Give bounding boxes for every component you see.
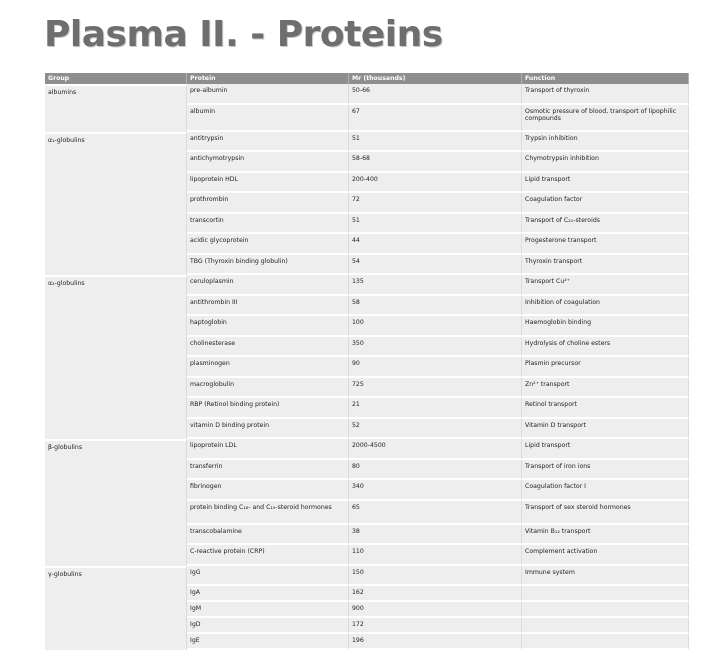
cell-function: Coagulation factor	[522, 193, 689, 214]
cell-protein: transferrin	[187, 460, 349, 481]
cell-function: Osmotic pressure of blood, transport of lipophilic compounds	[522, 105, 689, 132]
cell-protein: IgD	[187, 618, 349, 634]
cell-function: Plasmin precursor	[522, 357, 689, 378]
cell-group: β-globulins	[45, 439, 187, 460]
cell-function: Retinol transport	[522, 398, 689, 419]
cell-function	[522, 634, 689, 650]
table-row	[45, 460, 689, 481]
cell-mr: 162	[349, 586, 522, 602]
cell-group	[45, 525, 187, 546]
table-row	[45, 105, 689, 132]
cell-group	[45, 255, 187, 276]
table-header-row	[45, 73, 689, 84]
table-row	[45, 398, 689, 419]
cell-group	[45, 378, 187, 399]
cell-group	[45, 618, 187, 634]
cell-group: albumins	[45, 84, 187, 105]
cell-protein: plasminogen	[187, 357, 349, 378]
cell-function: Transport of iron ions	[522, 460, 689, 481]
cell-protein: macroglobulin	[187, 378, 349, 399]
cell-function: Progesterone transport	[522, 234, 689, 255]
table-row	[45, 214, 689, 235]
cell-protein: fibrinogen	[187, 480, 349, 501]
cell-mr: 725	[349, 378, 522, 399]
table-row	[45, 439, 689, 460]
cell-protein: ceruloplasmin	[187, 275, 349, 296]
table-row	[45, 357, 689, 378]
cell-group	[45, 419, 187, 440]
cell-mr: 200-400	[349, 173, 522, 194]
cell-protein: cholinesterase	[187, 337, 349, 358]
cell-group	[45, 316, 187, 337]
table-row	[45, 525, 689, 546]
cell-function: Transport of thyroxin	[522, 84, 689, 105]
cell-mr: 67	[349, 105, 522, 132]
table-row	[45, 501, 689, 525]
cell-function: Chymotrypsin inhibition	[522, 152, 689, 173]
cell-protein: IgE	[187, 634, 349, 650]
cell-function: Vitamin B₁₂ transport	[522, 525, 689, 546]
cell-group	[45, 337, 187, 358]
header-mr: Mr (thousands)	[349, 73, 522, 84]
cell-group: γ-globulins	[45, 566, 187, 587]
cell-group	[45, 152, 187, 173]
cell-group	[45, 234, 187, 255]
cell-mr: 90	[349, 357, 522, 378]
table-row	[45, 173, 689, 194]
table-row	[45, 586, 689, 602]
table-row	[45, 618, 689, 634]
table-row	[45, 193, 689, 214]
cell-mr: 65	[349, 501, 522, 525]
cell-group	[45, 501, 187, 525]
cell-group	[45, 460, 187, 481]
table-row	[45, 634, 689, 650]
table-row	[45, 566, 689, 587]
cell-group	[45, 398, 187, 419]
cell-mr: 38	[349, 525, 522, 546]
table-row	[45, 378, 689, 399]
cell-function: Hydrolysis of choline esters	[522, 337, 689, 358]
table-row	[45, 234, 689, 255]
cell-mr: 58	[349, 296, 522, 317]
table-row	[45, 419, 689, 440]
cell-protein: antitrypsin	[187, 132, 349, 153]
cell-function: Complement activation	[522, 545, 689, 566]
table-row	[45, 255, 689, 276]
cell-mr: 44	[349, 234, 522, 255]
cell-protein: transcobalamine	[187, 525, 349, 546]
cell-protein: TBG (Thyroxin binding globulin)	[187, 255, 349, 276]
cell-function	[522, 618, 689, 634]
cell-mr: 172	[349, 618, 522, 634]
cell-function	[522, 586, 689, 602]
cell-function: Trypsin inhibition	[522, 132, 689, 153]
cell-function: Coagulation factor I	[522, 480, 689, 501]
table-row	[45, 545, 689, 566]
cell-group	[45, 214, 187, 235]
cell-protein: C-reactive protein (CRP)	[187, 545, 349, 566]
cell-mr: 100	[349, 316, 522, 337]
cell-protein: protein binding C₁₈- and C₁₉-steroid hormones	[187, 501, 349, 525]
cell-protein: lipoprotein LDL	[187, 439, 349, 460]
cell-mr: 900	[349, 602, 522, 618]
cell-mr: 110	[349, 545, 522, 566]
cell-protein: IgA	[187, 586, 349, 602]
cell-protein: antichymotrypsin	[187, 152, 349, 173]
cell-mr: 54	[349, 255, 522, 276]
cell-mr: 51	[349, 214, 522, 235]
cell-mr: 52	[349, 419, 522, 440]
cell-protein: IgM	[187, 602, 349, 618]
cell-protein: acidic glycoprotein	[187, 234, 349, 255]
cell-group	[45, 545, 187, 566]
cell-mr: 51	[349, 132, 522, 153]
cell-protein: vitamin D binding protein	[187, 419, 349, 440]
cell-mr: 350	[349, 337, 522, 358]
cell-function: Transport of C₂₁-steroids	[522, 214, 689, 235]
cell-group	[45, 634, 187, 650]
table-row	[45, 84, 689, 105]
cell-group	[45, 193, 187, 214]
cell-group	[45, 357, 187, 378]
cell-protein: lipoprotein HDL	[187, 173, 349, 194]
cell-group: α₂-globulins	[45, 275, 187, 296]
header-group: Group	[45, 73, 187, 84]
table-body	[45, 84, 689, 650]
slide-title: Plasma II. - Proteins	[44, 14, 443, 55]
header-function: Function	[522, 73, 689, 84]
cell-protein: IgG	[187, 566, 349, 587]
table-row	[45, 602, 689, 618]
table-row	[45, 152, 689, 173]
cell-protein: transcortin	[187, 214, 349, 235]
cell-protein: RBP (Retinol binding protein)	[187, 398, 349, 419]
cell-function: Lipid transport	[522, 439, 689, 460]
cell-mr: 340	[349, 480, 522, 501]
cell-group	[45, 296, 187, 317]
cell-mr: 80	[349, 460, 522, 481]
cell-group	[45, 105, 187, 132]
table-row	[45, 296, 689, 317]
cell-function: Immune system	[522, 566, 689, 587]
cell-protein: antithrombin III	[187, 296, 349, 317]
cell-group: α₁-globulins	[45, 132, 187, 153]
cell-protein: pre-albumin	[187, 84, 349, 105]
cell-group	[45, 173, 187, 194]
table-row	[45, 480, 689, 501]
table-row	[45, 275, 689, 296]
cell-mr: 150	[349, 566, 522, 587]
cell-protein: haptoglobin	[187, 316, 349, 337]
cell-mr: 58-68	[349, 152, 522, 173]
cell-mr: 135	[349, 275, 522, 296]
cell-mr: 72	[349, 193, 522, 214]
cell-group	[45, 586, 187, 602]
cell-function: Zn²⁺ transport	[522, 378, 689, 399]
table-row	[45, 316, 689, 337]
cell-function: Haemoglobin binding	[522, 316, 689, 337]
table-row	[45, 132, 689, 153]
cell-function: Vitamin D transport	[522, 419, 689, 440]
cell-group	[45, 480, 187, 501]
cell-function: Inhibition of coagulation	[522, 296, 689, 317]
cell-protein: prothrombin	[187, 193, 349, 214]
table-row	[45, 337, 689, 358]
cell-function: Transport of sex steroid hormones	[522, 501, 689, 525]
cell-function: Lipid transport	[522, 173, 689, 194]
cell-mr: 2000-4500	[349, 439, 522, 460]
cell-mr: 196	[349, 634, 522, 650]
cell-function	[522, 602, 689, 618]
header-protein: Protein	[187, 73, 349, 84]
cell-mr: 50-66	[349, 84, 522, 105]
cell-protein: albumin	[187, 105, 349, 132]
cell-group	[45, 602, 187, 618]
cell-function: Transport Cu²⁺	[522, 275, 689, 296]
cell-function: Thyroxin transport	[522, 255, 689, 276]
protein-table	[45, 73, 689, 650]
cell-mr: 21	[349, 398, 522, 419]
